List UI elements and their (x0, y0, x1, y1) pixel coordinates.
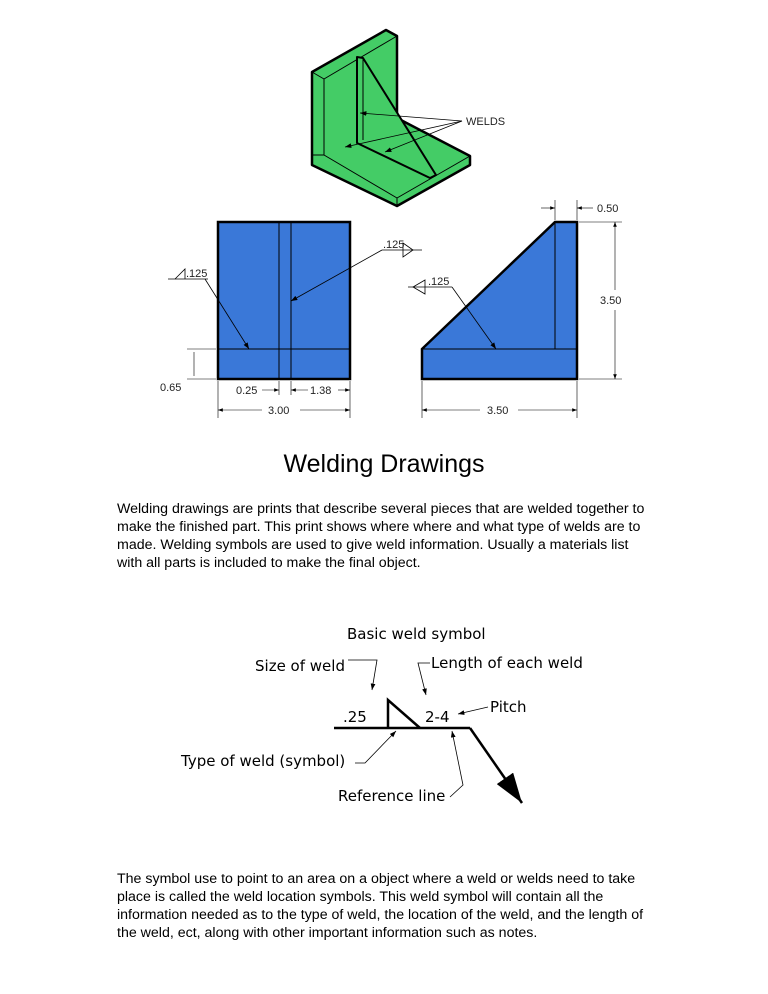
pitch-label: Pitch (490, 698, 527, 716)
isometric-part (312, 30, 505, 206)
size-of-weld-label: Size of weld (255, 657, 345, 675)
weld-symbol-title: Basic weld symbol (347, 625, 486, 643)
dim-3-50-width: 3.50 (487, 405, 509, 417)
dim-0-50: 0.50 (597, 203, 619, 215)
length-of-weld-label: Length of each weld (431, 654, 583, 672)
side-view (408, 200, 622, 418)
dim-1-38: 1.38 (310, 385, 332, 397)
side-weld: .125 (428, 276, 450, 288)
dim-3-00: 3.00 (268, 405, 290, 417)
weld-symbol-diagram (334, 660, 522, 803)
dim-0-65: 0.65 (160, 382, 182, 394)
front-weld-top: .125 (383, 239, 405, 251)
weld-length-pitch-value: 2-4 (425, 708, 450, 726)
front-weld-left: .125 (186, 268, 208, 280)
reference-line-label: Reference line (338, 787, 446, 805)
weld-symbol-paragraph: The symbol use to point to an area on a object where a weld or welds need to take place is called the weld location symbols. This weld symbol will contain all the information needed as to the type of weld, the location of the weld, and the length of the weld, ect, along with other important information such as notes. (117, 871, 644, 941)
page-title: Welding Drawings (283, 450, 485, 478)
dim-0-25: 0.25 (236, 385, 258, 397)
intro-paragraph: Welding drawings are prints that describe several pieces that are welded together to make the finished part. This print shows where where and what type of welds are to made. Welding symbols are used to give weld information. Usually a materials list with all parts is included to make the final object. (117, 501, 645, 571)
weld-size-value: .25 (343, 708, 367, 726)
dim-3-50-height: 3.50 (600, 295, 622, 307)
welds-label: WELDS (466, 116, 506, 128)
front-view (168, 222, 422, 418)
type-of-weld-label: Type of weld (symbol) (181, 752, 346, 770)
